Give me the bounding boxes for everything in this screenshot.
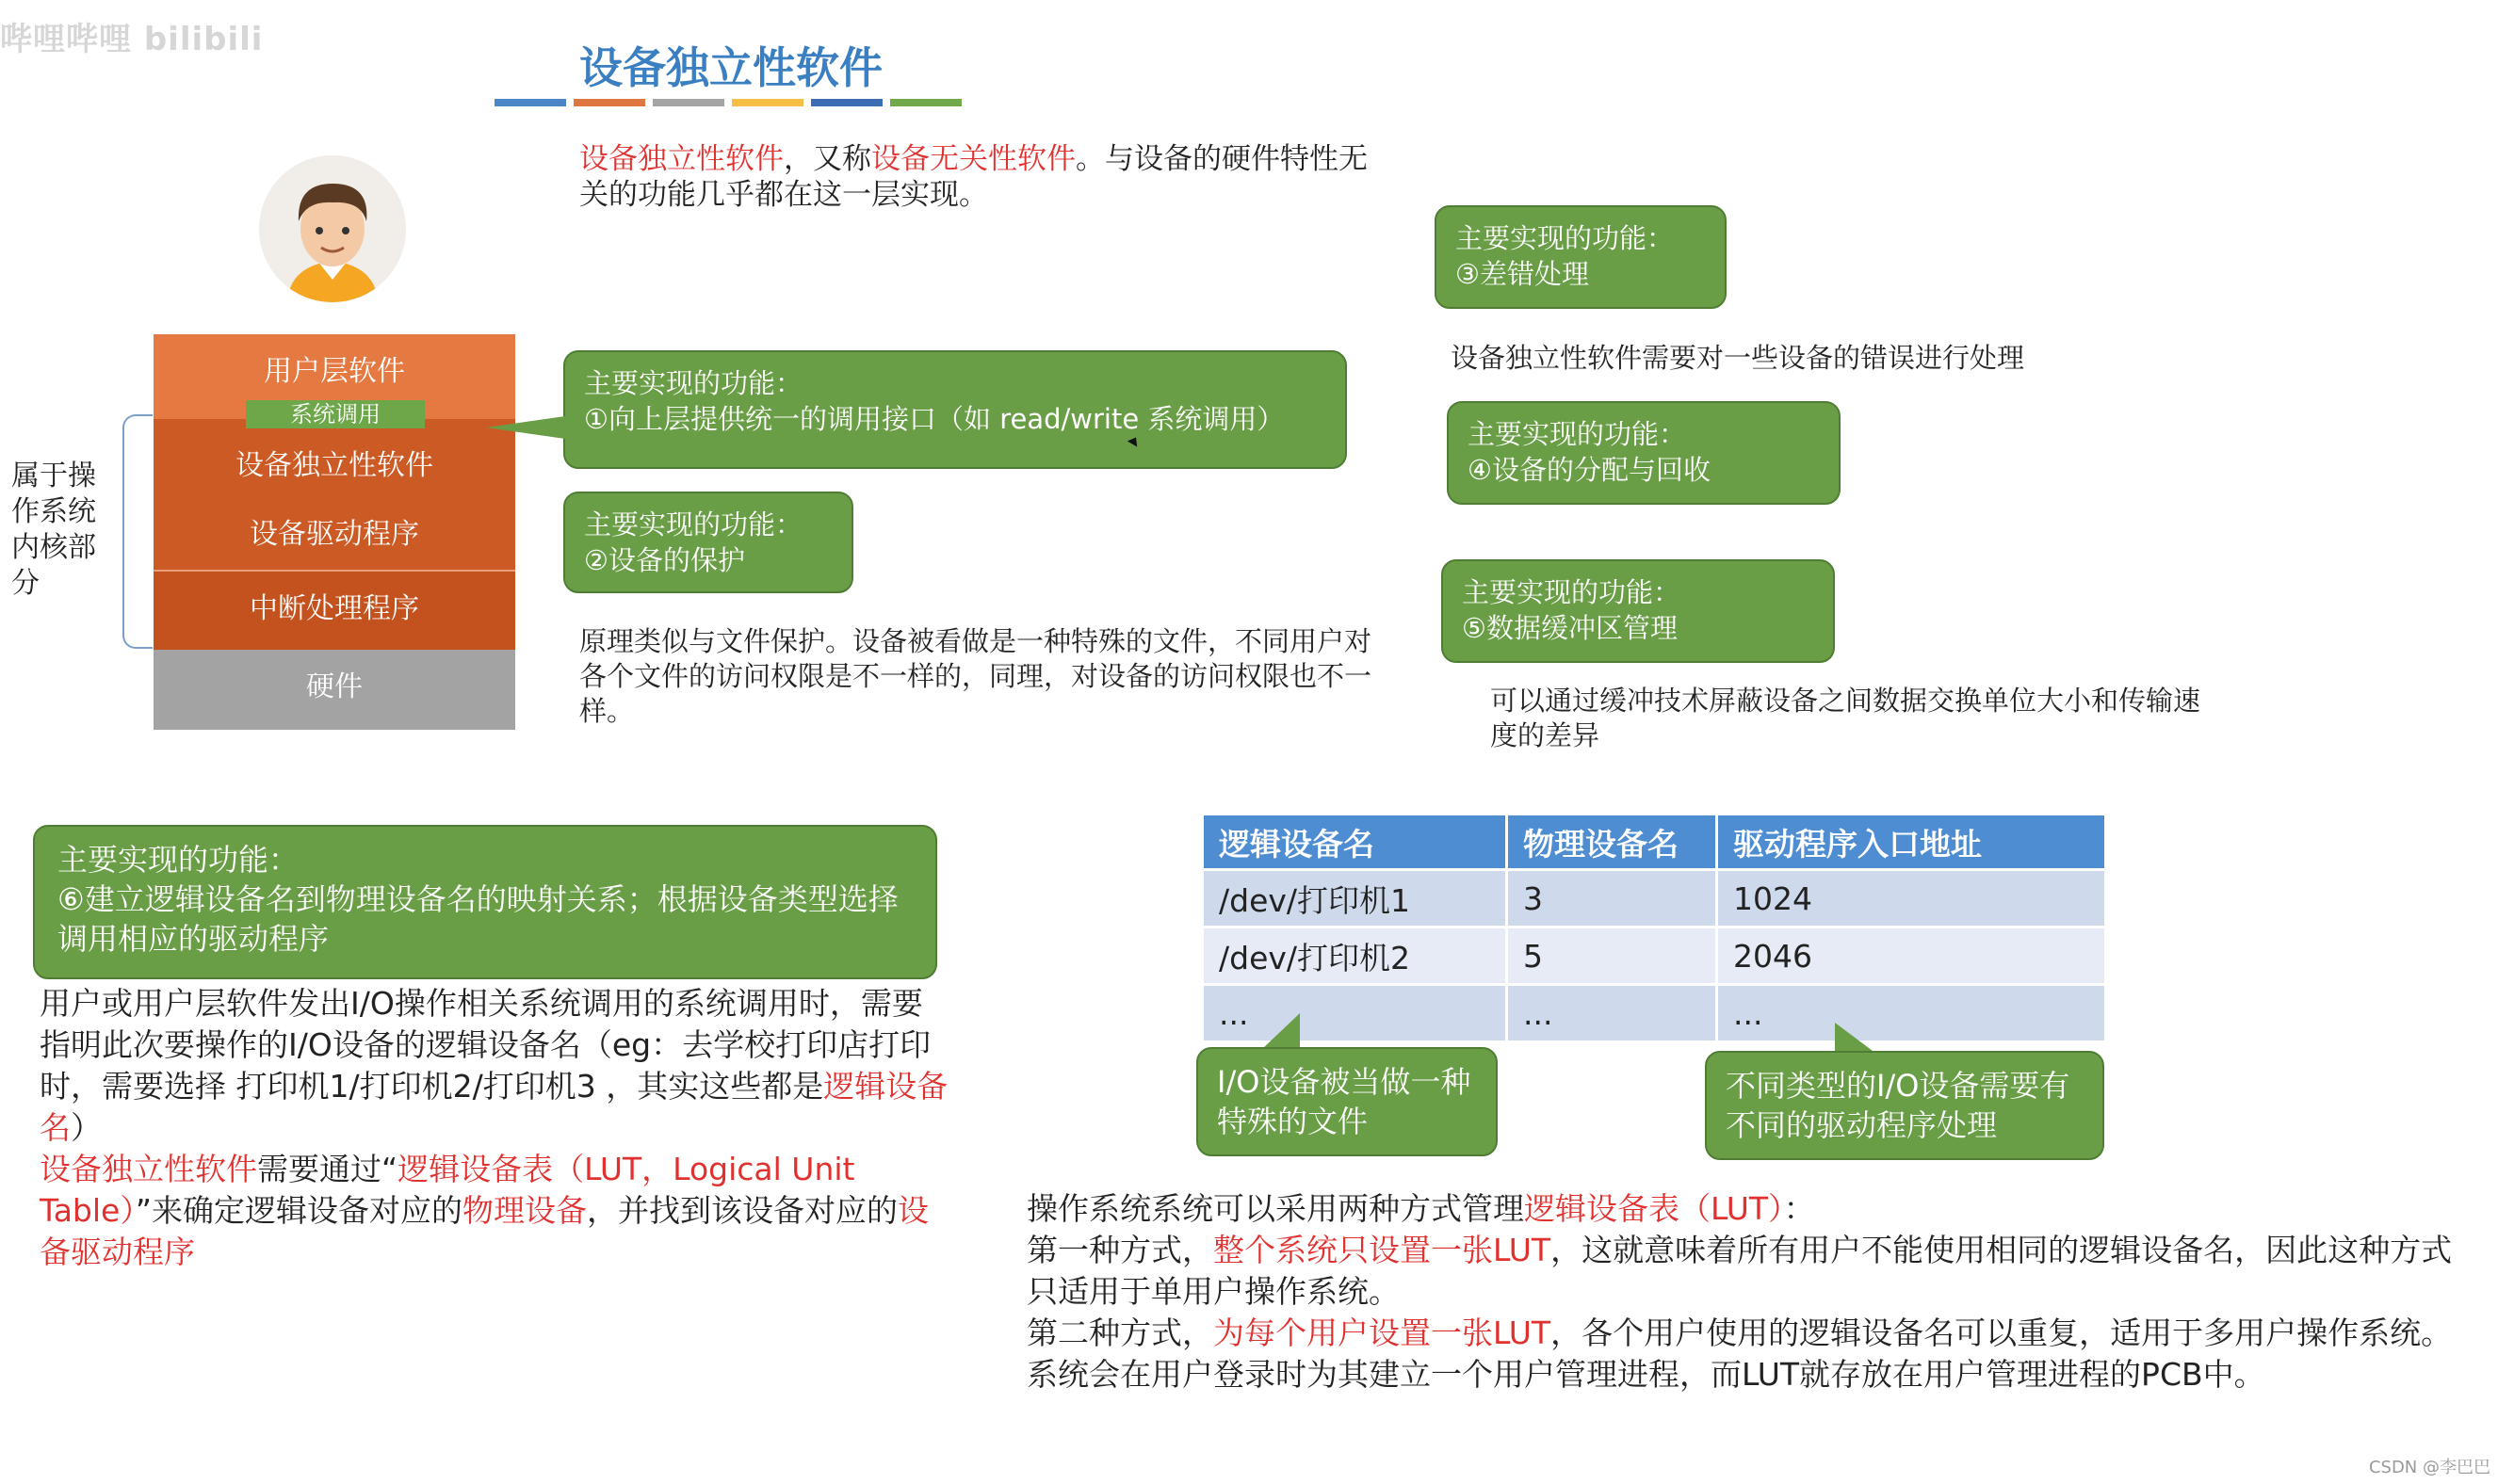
lut-line [1027, 1188, 2482, 1230]
function-5-text: 可以通过缓冲技术屏蔽设备之间数据交换单位大小和传输速度的差异 [1490, 685, 2201, 751]
kernel-label: 属于操作系统内核部分 [11, 460, 96, 600]
intro-text-end: 。与设备的硬件特性无关的功能几乎都在这一层实现。 [579, 142, 1368, 212]
function-head: 主要实现的功能： [584, 367, 803, 399]
explanation-term: 物理设备 [462, 1192, 587, 1229]
intro-term-alt: 设备无关性软件 [871, 142, 1076, 176]
lut-text: ： [1783, 1190, 1815, 1227]
callout-file: I/O设备被当做一种特殊的文件 [1196, 1047, 1498, 1156]
lut-term: 为每个用户设置一张LUT [1213, 1315, 1551, 1351]
function-4-box [1447, 401, 1841, 505]
kernel-brace [122, 414, 153, 649]
lut-text: ，这就意味着所有用户不能使用相同的逻辑设备名，因此这种方式只适用于单用户操作系统。 [1027, 1232, 2453, 1310]
function-body: ②设备的保护 [584, 544, 745, 576]
function-head: 主要实现的功能： [1462, 576, 1681, 608]
layer-interrupt-handler: 中断处理程序 [154, 570, 515, 652]
function-6-explanation [40, 983, 953, 1273]
table-row [1204, 928, 2106, 985]
title-bar [811, 99, 883, 106]
lut-text: 第二种方式， [1027, 1315, 1213, 1351]
table-header: 驱动程序入口地址 [1717, 815, 2106, 870]
callout-pointer [486, 416, 565, 439]
function-3-box [1435, 205, 1727, 309]
function-2-text: 原理类似与文件保护。设备被看做是一种特殊的文件，不同用户对各个文件的访问权限是不一样的，同理，对设备的访问权限也不一样。 [579, 625, 1372, 727]
explanation-term: 设备独立性软件 [40, 1151, 257, 1187]
explanation-line [40, 983, 953, 1149]
slide-title: 设备独立性软件 [579, 42, 883, 93]
table-cell: 1024 [1717, 870, 2106, 928]
explanation-term: 逻辑设备表（LUT，Logical Unit Table） [40, 1151, 855, 1229]
function-5-box [1441, 559, 1835, 663]
table-row [1204, 870, 2106, 928]
table-cell: /dev/打印机1 [1204, 870, 1507, 928]
table-cell: 2046 [1717, 928, 2106, 985]
table-cell: 3 [1507, 870, 1717, 928]
function-head: 主要实现的功能： [1468, 418, 1687, 450]
explanation-text: ，并找到该设备对应的 [586, 1192, 898, 1229]
function-head: 主要实现的功能： [57, 842, 300, 878]
title-bar [732, 99, 803, 106]
lut-line [1027, 1313, 2482, 1395]
lut-management-text [1027, 1188, 2482, 1395]
explanation-term: 设备驱动程序 [40, 1192, 929, 1270]
intro-term: 设备独立性软件 [579, 142, 784, 176]
layer-user-software: 用户层软件 [154, 334, 515, 419]
table-cell: ... [1204, 985, 1507, 1041]
explanation-text: ） [71, 1109, 102, 1146]
table-header: 逻辑设备名 [1204, 815, 1507, 870]
lut-line [1027, 1230, 2482, 1313]
function-2-box [563, 492, 853, 593]
explanation-term: 逻辑设备名 [40, 1068, 949, 1146]
intro-text: ，又称 [784, 142, 871, 176]
table-cell: 5 [1507, 928, 1717, 985]
function-3-text: 设备独立性软件需要对一些设备的错误进行处理 [1451, 342, 2025, 374]
function-6-box [33, 825, 937, 979]
table-row [1204, 985, 2106, 1041]
explanation-text: ”来确定逻辑设备对应的 [135, 1192, 462, 1229]
lut-text: 第一种方式， [1027, 1232, 1213, 1268]
logical-unit-table [1204, 815, 2107, 1040]
syscall-label: 系统调用 [246, 400, 425, 428]
explanation-text: 用户或用户层软件发出I/O操作相关系统调用的系统调用时，需要指明此次要操作的I/O设备的逻辑设备名（eg：去学校打印店打印时，需要选择 打印机1/打印机2/打印机3 ，其实这些都是 [40, 985, 932, 1105]
function-body: ⑥建立逻辑设备名到物理设备名的映射关系；根据设备类型选择调用相应的驱动程序 [57, 881, 899, 957]
title-underline-bars [495, 99, 962, 106]
footer-credit: CSDN @李巴巴 [2368, 1458, 2490, 1477]
function-body: ④设备的分配与回收 [1468, 454, 1711, 486]
table-cell: ... [1717, 985, 2106, 1041]
title-bar [574, 99, 645, 106]
explanation-text: 需要通过“ [257, 1151, 398, 1187]
bilibili-watermark: 哔哩哔哩 bilibili [0, 21, 264, 58]
function-body: ①向上层提供统一的调用接口（如 read/write 系统调用） [584, 403, 1285, 435]
function-head: 主要实现的功能： [1455, 222, 1675, 254]
function-body: ③差错处理 [1455, 258, 1589, 290]
table-header: 物理设备名 [1507, 815, 1717, 870]
function-head: 主要实现的功能： [584, 508, 803, 540]
person-icon [259, 155, 406, 302]
callout-driver: 不同类型的I/O设备需要有不同的驱动程序处理 [1705, 1051, 2104, 1160]
callout-pointer [1262, 1013, 1300, 1049]
title-bar [495, 99, 566, 106]
layer-device-independent: 设备独立性软件 [154, 419, 515, 499]
layer-hardware: 硬件 [154, 650, 515, 730]
lut-text: ，各个用户使用的逻辑设备名可以重复，适用于多用户操作系统。系统会在用户登录时为其建立一个用户管理进程，而LUT就存放在用户管理进程的PCB中。 [1027, 1315, 2453, 1393]
layer-device-driver: 设备驱动程序 [154, 499, 515, 570]
lut-text: 操作系统系统可以采用两种方式管理 [1027, 1190, 1524, 1227]
title-bar [653, 99, 724, 106]
intro-paragraph [579, 141, 1371, 213]
callout-pointer [1835, 1023, 1873, 1051]
lut-term: 逻辑设备表（LUT） [1524, 1190, 1784, 1227]
function-1-box [563, 350, 1347, 469]
lut-term: 整个系统只设置一张LUT [1213, 1232, 1551, 1268]
teacher-avatar [259, 155, 406, 302]
table-cell: ... [1507, 985, 1717, 1041]
function-body: ⑤数据缓冲区管理 [1462, 612, 1678, 644]
title-bar [890, 99, 962, 106]
table-cell: /dev/打印机2 [1204, 928, 1507, 985]
explanation-line [40, 1149, 953, 1273]
